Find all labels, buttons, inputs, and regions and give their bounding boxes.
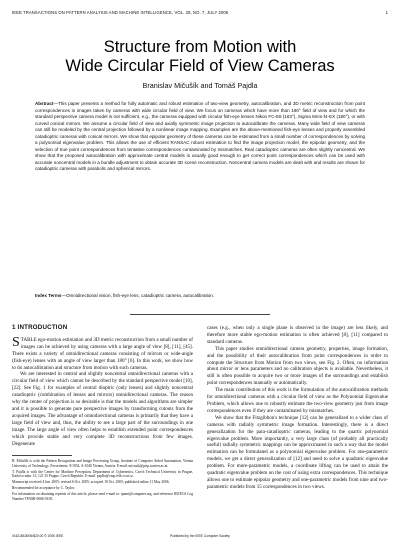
footnote-divider	[12, 455, 72, 456]
intro-paragraph-5: The main contribution of this work is the formulation of the autocalibration methods for omnidirectional cameras with a circular field of view as the Polynomial Eigenvalue Problem, which allows one to robustly estimate the two-view geometry just from image correspondences even if they are contaminated by mismatches.	[207, 387, 388, 414]
intro-paragraph-6: We show that the Fitzgibbon's technique [12] can be generalized to a wider class of cameras with radially symmetric image formation. Interestingly, there is a direct generalization for the para-catadioptric cameras, leading to the quartic polynomial eigenvalue problem. More importantly, a very large class (of probably all practically useful) radially symmetric mappings can be approximated in such a way that the model estimation can be formulated as a polynomial eigenvalue problem. For one-parametric models, we get a direct generalization of [12] and need to solve a quadratic eigenvalue problem. For more-parametric models, a coordinate lifting can be used to attain the quadratic eigenvalue problem on the cost of using extra correspondences. This technique allows one to estimate epipolar geometry and one-parametric models from nine and two-parametric models from 15 correspondences in two views.	[207, 414, 388, 490]
intro-paragraph-4: This paper studies omnidirectional camera geometry, properties, image formation, and the possibility of their autocalibration from point correspondences in order to compute the Structure from Motion from two views, see Fig. 2. Often, no information about mirror or lens parameters and no calibration objects is available. Nevertheless, it still is often possible to acquire two or more images of the surroundings and establish point correspondences manually or automatically.	[207, 345, 388, 387]
abstract-label: Abstract	[35, 101, 54, 106]
page-footer	[12, 534, 388, 538]
running-header	[12, 10, 388, 15]
intro-paragraph-2: We are interested in central and slightly noncentral omnidirectional cameras with a circular field of view which cannot be described by the standard perspective model [10], [22]. See Fig. 1 for examples of central dioptric (only lenses) and slightly noncentral catadioptric (combination of lenses and mirrors) omnidirectional cameras. The reason why the center of projection is so desirable is that the models and algorithms are simpler and it is possible to generate pure perspective images by transforming cutouts from the acquired images. The advantage of omnidirectional cameras is primarily that they have a large field of view and, thus, the ability to see a large part of the surroundings in one image. The large angle of view often helps to establish extended point correspondences which provide stable and very complete 3D reconstructions from few images. Degenerate	[12, 371, 193, 447]
index-terms	[35, 293, 365, 298]
footer-publisher: Published by the IEEE Computer Society	[170, 534, 230, 538]
footer-copyright: 0162-8828/06/$20.00 © 2006 IEEE	[12, 534, 64, 538]
section-title: 1 INTRODUCTION	[12, 324, 68, 331]
authors: Branislav Mičušík and Tomáš Pajdla	[142, 81, 258, 90]
intro-paragraph-1-text: TABLE ego-motion estimation and 3D metric reconstruction from a small number of images can be achieved by using cameras with a large angle of view [8], [11], [45]. There exists a variety of omnidirectional cameras consisting of mirrors or wide-angle (fish-eye) lenses with an angle of view larger than 180° [6]. In this work, we show how to do autocalibration and structure from motion with such cameras.	[12, 336, 193, 371]
footnote-author-2: T. Pajdla is with the Center for Machine Perception, Department of Cybernetics, Czech Technical University in Prague, Karlovo nám. 13, 121 35 Prague, Czech Republic. E-mail: pajdla@cmp.felk.cvut.cz.	[12, 469, 193, 479]
section-divider	[130, 314, 270, 315]
page-number: 1	[385, 10, 388, 15]
paper-title	[0, 38, 400, 76]
footnote-author-1: B. Mičušík is with the Pattern Recognition and Image Processing Group, Institute of Computer Aided Automation, Vienna University of Technology, Favoritenstr. 9/1832, A-1040 Vienna, Austria. E-mail: micusik@prip.tuwien.ac.at.	[12, 459, 193, 468]
intro-paragraph-1	[12, 334, 193, 372]
index-terms-label: Index Terms	[35, 293, 62, 298]
abstract-text: —This paper presents a method for fully automatic and robust estimation of two-view geometry, autocalibration, and 3D metric reconstruction from point correspondences in images taken by cameras with wide circular field of view. We focus on cameras which have more than 180° field of view and for which the standard perspective camera model is not sufficient, e.g., the cameras equipped with circular fish-eye lenses Nikon FC-E8 (183°), Sigma 8mm-f4-EX (180°), or with curved conical mirrors. We assume a circular field of view and axially symmetric image projection to autocalibrate the cameras. Many wide field of view cameras can still be modeled by the central projection followed by a nonlinear image mapping. Examples are the above-mentioned fish-eye lenses and properly assembled catadioptric cameras with conical mirrors. We show that epipolar geometry of these cameras can be estimated from a small number of correspondences by solving a polynomial eigenvalue problem. This allows the use of efficient RANSAC robust estimation to find the image projection model, the epipolar geometry, and the selection of true point correspondences from tentative correspondences contaminated by mismatches. Real catadioptric cameras are often slightly noncentral. We show that the proposed autocalibration with approximate central models is usually good enough to get correct point correspondences which can be used with accurate noncentral models in a bundle adjustment to obtain accurate 3D scene reconstruction. Noncentral camera models are dealt with and results are shown for catadioptric cameras with parabolic and spherical mirrors.	[35, 101, 365, 172]
footnote-recommended: Recommended for acceptance by C. Taylor.	[12, 485, 75, 490]
footnotes	[12, 459, 193, 502]
left-column	[12, 325, 193, 447]
intro-paragraph-3: cases (e.g., when only a single plane is observed in the image) are less likely, and therefore more stable ego-motion estimation is often achieved [8], [11] compared to standard cameras.	[207, 325, 388, 345]
right-column	[207, 325, 388, 491]
title-line-1: Structure from Motion with	[103, 38, 297, 56]
footnote-manuscript: Manuscript received 4 Jan. 2005; revised 6 Oct. 2005; accepted 19 Oct. 2005; published online 11 May 2006.	[12, 480, 170, 485]
journal-header: IEEE TRANSACTIONS ON PATTERN ANALYSIS AND MACHINE INTELLIGENCE, VOL. 28, NO. 7, JULY 2006	[12, 10, 229, 15]
dropcap: S	[12, 334, 20, 350]
footnote-reprints: For information on obtaining reprints of this article, please send e-mail to: tpami@computer.org, and reference IEEECS Log Number TPAMI-0006-0105.	[12, 491, 193, 501]
title-line-2: Wide Circular Field of View Cameras	[65, 57, 335, 75]
index-terms-text: —Omnidirectional vision, fish-eye lens, catadioptric camera, autocalibration.	[61, 293, 215, 298]
abstract	[35, 101, 365, 173]
